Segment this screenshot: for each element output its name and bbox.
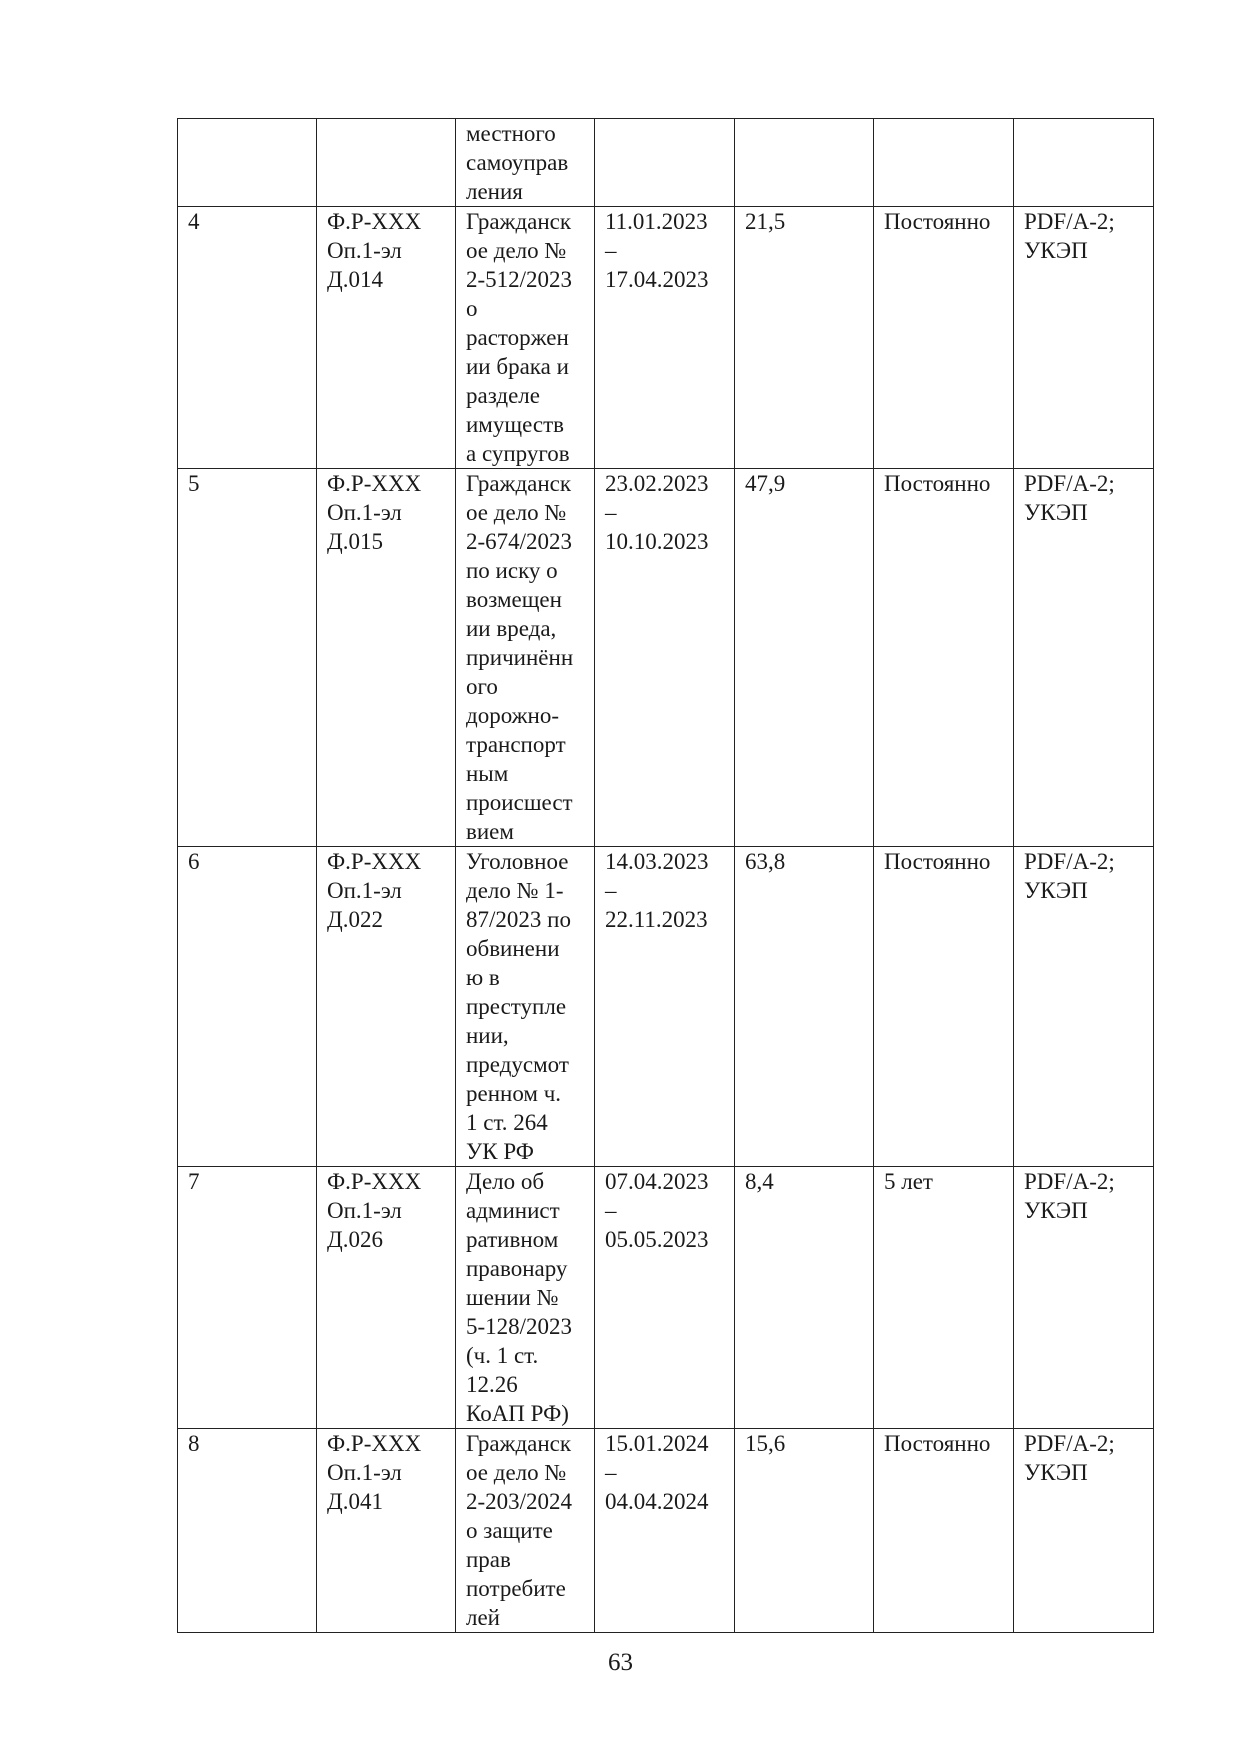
- case-title-line: УК РФ: [466, 1139, 534, 1164]
- case-title-cell: [456, 1429, 595, 1633]
- file-size: 63,8: [745, 849, 786, 874]
- case-title-line: Гражданск: [466, 209, 572, 234]
- table-row: [178, 847, 1154, 1167]
- case-title-line: ративном: [466, 1227, 559, 1252]
- storage-period: Постоянно: [884, 849, 991, 874]
- date-range-line: 04.04.2024: [605, 1489, 709, 1514]
- format-line: УКЭП: [1024, 238, 1088, 263]
- date-range-line: 07.04.2023: [605, 1169, 709, 1194]
- table-row: [178, 469, 1154, 847]
- archive-index-cell: [317, 119, 456, 207]
- storage-period: Постоянно: [884, 471, 991, 496]
- format-line: УКЭП: [1024, 1198, 1088, 1223]
- size-cell: [735, 847, 874, 1167]
- date-range-cell: [595, 207, 735, 469]
- storage-period: Постоянно: [884, 209, 991, 234]
- size-cell: [735, 1429, 874, 1633]
- row-number: 8: [188, 1431, 200, 1456]
- case-register-table: [177, 118, 1154, 1633]
- case-title-line: (ч. 1 ст.: [466, 1343, 539, 1368]
- date-range-line: –: [605, 500, 617, 525]
- date-range-line: 22.11.2023: [605, 907, 708, 932]
- archive-index-line: Оп.1-эл: [327, 878, 402, 903]
- archive-index-cell: [317, 469, 456, 847]
- date-range-line: 15.01.2024: [605, 1431, 709, 1456]
- archive-index-line: Д.026: [327, 1227, 383, 1252]
- case-title-line: о защите: [466, 1518, 553, 1543]
- case-title-line: 2-674/2023: [466, 529, 573, 554]
- storage-period-cell: [874, 469, 1014, 847]
- table-body: [178, 119, 1154, 1633]
- row-number-cell: [178, 207, 317, 469]
- format-line: PDF/A-2;: [1024, 1431, 1115, 1456]
- archive-index-line: Ф.Р-XXX: [327, 849, 422, 874]
- date-range-cell: [595, 1429, 735, 1633]
- row-number: 6: [188, 849, 200, 874]
- date-range-line: 11.01.2023: [605, 209, 708, 234]
- case-title-line: ого: [466, 674, 498, 699]
- format-line: PDF/A-2;: [1024, 209, 1115, 234]
- storage-period: 5 лет: [884, 1169, 933, 1194]
- case-title-line: Уголовное: [466, 849, 569, 874]
- row-number: 4: [188, 209, 200, 234]
- row-number-cell: [178, 1429, 317, 1633]
- case-title-line: лей: [466, 1605, 500, 1630]
- case-title-line: вием: [466, 819, 514, 844]
- case-title-line: ое дело №: [466, 238, 567, 263]
- case-title-line: ным: [466, 761, 509, 786]
- date-range-cell: [595, 469, 735, 847]
- case-title-line: 2-203/2024: [466, 1489, 573, 1514]
- storage-period-cell: [874, 1429, 1014, 1633]
- case-title-line: ое дело №: [466, 1460, 567, 1485]
- case-title-line: 12.26: [466, 1372, 518, 1397]
- table-row: [178, 1429, 1154, 1633]
- case-title-line: предусмот: [466, 1052, 569, 1077]
- format-line: PDF/A-2;: [1024, 1169, 1115, 1194]
- case-title-line: 87/2023 по: [466, 907, 571, 932]
- case-title-cell: [456, 469, 595, 847]
- case-title-line: преступле: [466, 994, 567, 1019]
- case-title-line: причинённ: [466, 645, 574, 670]
- case-title-line: дорожно-: [466, 703, 559, 728]
- storage-period-cell: [874, 847, 1014, 1167]
- archive-index-line: Оп.1-эл: [327, 500, 402, 525]
- row-number: 7: [188, 1169, 200, 1194]
- size-cell: [735, 469, 874, 847]
- file-size: 15,6: [745, 1431, 786, 1456]
- archive-index-line: Д.015: [327, 529, 383, 554]
- case-title-line: правонару: [466, 1256, 568, 1281]
- date-range-line: –: [605, 1198, 617, 1223]
- case-title-cell: [456, 119, 595, 207]
- case-title-line: о: [466, 296, 478, 321]
- case-title-line: возмещен: [466, 587, 562, 612]
- format-line: УКЭП: [1024, 1460, 1088, 1485]
- row-number-cell: [178, 469, 317, 847]
- format-cell: [1014, 1429, 1154, 1633]
- case-title-line: расторжен: [466, 325, 569, 350]
- case-title-line: ренном ч.: [466, 1081, 562, 1106]
- file-size: 8,4: [745, 1169, 774, 1194]
- table-row: [178, 1167, 1154, 1429]
- date-range-line: 10.10.2023: [605, 529, 709, 554]
- archive-index-cell: [317, 847, 456, 1167]
- case-title-line: ое дело №: [466, 500, 567, 525]
- archive-index-line: Ф.Р-XXX: [327, 471, 422, 496]
- date-range-line: 17.04.2023: [605, 267, 709, 292]
- storage-period-cell: [874, 207, 1014, 469]
- archive-index-line: Ф.Р-XXX: [327, 1169, 422, 1194]
- format-cell: [1014, 119, 1154, 207]
- date-range-cell: [595, 119, 735, 207]
- date-range-cell: [595, 1167, 735, 1429]
- archive-index-line: Ф.Р-XXX: [327, 209, 422, 234]
- storage-period-cell: [874, 1167, 1014, 1429]
- case-title-line: админист: [466, 1198, 560, 1223]
- case-title-cell: [456, 207, 595, 469]
- case-title-line: КоАП РФ): [466, 1401, 569, 1426]
- case-title-line: происшест: [466, 790, 573, 815]
- file-size: 47,9: [745, 471, 786, 496]
- case-title-line: ю в: [466, 965, 500, 990]
- page-number: 63: [608, 1649, 633, 1676]
- format-cell: [1014, 1167, 1154, 1429]
- storage-period: Постоянно: [884, 1431, 991, 1456]
- case-title-line: а супругов: [466, 441, 570, 466]
- format-cell: [1014, 469, 1154, 847]
- date-range-line: 05.05.2023: [605, 1227, 709, 1252]
- case-title-line: по иску о: [466, 558, 558, 583]
- case-title-line: ии брака и: [466, 354, 569, 379]
- case-title-line: ии вреда,: [466, 616, 557, 641]
- archive-index-line: Д.041: [327, 1489, 383, 1514]
- table-row: [178, 207, 1154, 469]
- case-title-line: разделе: [466, 383, 540, 408]
- date-range-line: –: [605, 238, 617, 263]
- format-line: PDF/A-2;: [1024, 471, 1115, 496]
- case-title-line: Дело об: [466, 1169, 545, 1194]
- archive-index-line: Д.022: [327, 907, 383, 932]
- row-number-cell: [178, 119, 317, 207]
- case-title-line: потребите: [466, 1576, 566, 1601]
- date-range-line: 14.03.2023: [605, 849, 709, 874]
- table-row: [178, 119, 1154, 207]
- date-range-line: –: [605, 878, 617, 903]
- row-number-cell: [178, 847, 317, 1167]
- size-cell: [735, 1167, 874, 1429]
- case-title-line: нии,: [466, 1023, 509, 1048]
- case-title-line: местного: [466, 121, 556, 146]
- format-cell: [1014, 207, 1154, 469]
- case-title-line: обвинени: [466, 936, 560, 961]
- date-range-cell: [595, 847, 735, 1167]
- archive-index-line: Д.014: [327, 267, 383, 292]
- case-title-line: Гражданск: [466, 471, 572, 496]
- case-title-line: Гражданск: [466, 1431, 572, 1456]
- archive-index-line: Оп.1-эл: [327, 1198, 402, 1223]
- case-title-line: 2-512/2023: [466, 267, 573, 292]
- case-title-cell: [456, 847, 595, 1167]
- size-cell: [735, 119, 874, 207]
- format-line: УКЭП: [1024, 500, 1088, 525]
- case-title-line: шении №: [466, 1285, 559, 1310]
- case-title-line: имуществ: [466, 412, 564, 437]
- date-range-line: –: [605, 1460, 617, 1485]
- case-title-line: дело № 1-: [466, 878, 564, 903]
- case-title-line: самоуправ: [466, 150, 569, 175]
- case-title-line: прав: [466, 1547, 511, 1572]
- size-cell: [735, 207, 874, 469]
- file-size: 21,5: [745, 209, 786, 234]
- format-line: PDF/A-2;: [1024, 849, 1115, 874]
- format-line: УКЭП: [1024, 878, 1088, 903]
- case-title-line: транспорт: [466, 732, 566, 757]
- case-title-cell: [456, 1167, 595, 1429]
- case-title-line: ления: [466, 179, 523, 204]
- storage-period-cell: [874, 119, 1014, 207]
- case-title-line: 5-128/2023: [466, 1314, 573, 1339]
- archive-index-cell: [317, 1429, 456, 1633]
- archive-index-cell: [317, 1167, 456, 1429]
- archive-index-line: Оп.1-эл: [327, 1460, 402, 1485]
- format-cell: [1014, 847, 1154, 1167]
- row-number-cell: [178, 1167, 317, 1429]
- archive-index-cell: [317, 207, 456, 469]
- archive-index-line: Ф.Р-XXX: [327, 1431, 422, 1456]
- archive-index-line: Оп.1-эл: [327, 238, 402, 263]
- case-title-line: 1 ст. 264: [466, 1110, 548, 1135]
- row-number: 5: [188, 471, 200, 496]
- date-range-line: 23.02.2023: [605, 471, 709, 496]
